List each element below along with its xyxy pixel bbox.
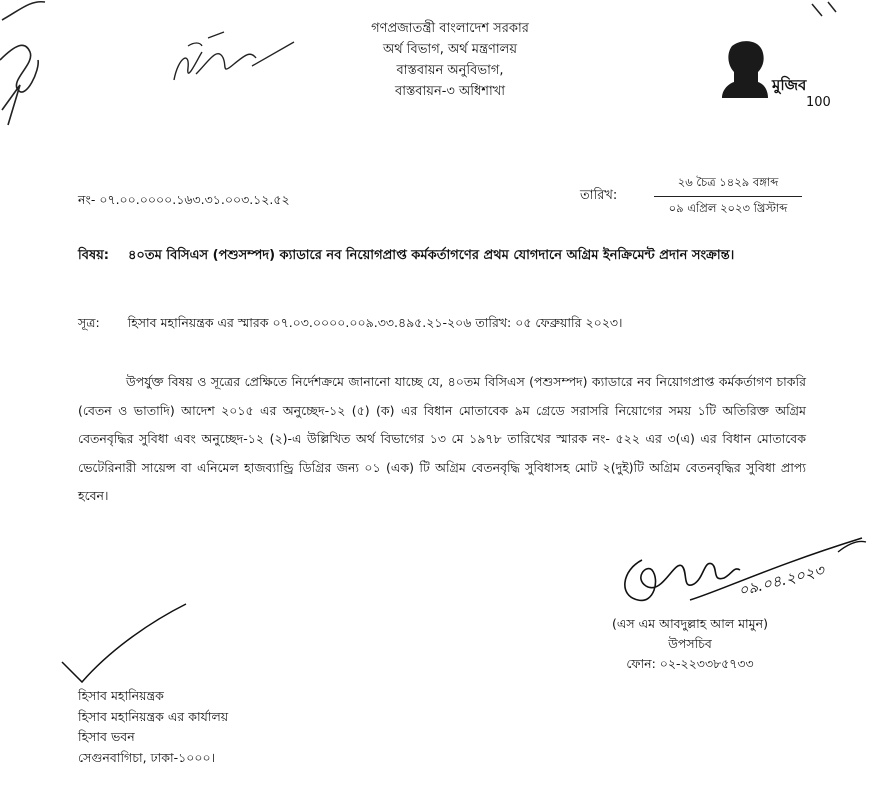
signatory-phone: ফোন: ০২-২২৩৩৮৫৭৩৩ (626, 656, 754, 671)
corner-mark (808, 0, 877, 20)
source-text: হিসাব মহানিয়ন্ত্রক এর স্মারক ০৭.০৩.০০০০.০০৯.৩৩.৪৯৫.২১-২০৬ তারিখ: ০৫ ফেব্রুয়ারি ২০২৩। (127, 315, 623, 330)
date-gregorian: ০৯ এপ্রিল ২০২৩ খ্রিস্টাব্দ (668, 201, 788, 215)
recipient-line-2: হিসাব মহানিয়ন্ত্রক এর কার্যালয় (78, 708, 229, 724)
signatory-designation: উপসচিব (668, 636, 712, 651)
letter-body (78, 368, 806, 511)
recipient-address (78, 686, 228, 768)
subject-block (78, 244, 813, 268)
source-block (78, 315, 622, 335)
svg-text:০৯.০৪.২০২৩: ০৯.০৪.২০২৩ (736, 561, 826, 600)
recipient-line-1: হিসাব মহানিয়ন্ত্রক (78, 688, 164, 703)
body-paragraph: উপর্যুক্ত বিষয় ও সূত্রের প্রেক্ষিতে নির্দেশক্রমে জানানো যাচ্ছে যে, ৪০তম বিসিএস (পশুসম্পদ) ক্যাডারে নব নিয়োগপ্রাপ্ত কর্মকর্তাগণ চাকরি (বেতন ও ভাতাদি) আদেশ ২০১৫ এর অনুচ্ছেদ-১২ (৫) (ক) এর বিধান মোতাবেক ৯ম গ্রেডে সরাসরি নিয়োগের সময় ১টি অতিরিক্ত অগ্রিম বেতনবৃদ্ধির সুবিধা এবং অনুচ্ছেদ-১২ (২)-এ উল্লিখিত অর্থ বিভাগের ১৩ মে ১৯৭৮ তারিখের স্মারক নং- ৫২২ এর ৩(এ) এর বিধান মোতাবেক ভেটেরিনারী সায়েন্স বা এনিমেল হাজব্যান্ড্রি ডিগ্রির জন্য ০১ (এক) টি অগ্রিম বেতনবৃদ্ধি সুবিধাসহ মোট ২(দুই)টি অগ্রিম বেতনবৃদ্ধির সুবিধা প্রাপ্য হবেন। (78, 374, 806, 503)
subject-label: বিষয়: (78, 248, 109, 263)
date-block (654, 174, 802, 219)
margin-scribble (0, 0, 80, 130)
subject-text: ৪০তম বিসিএস (পশুসম্পদ) ক্যাডারে নব নিয়োগপ্রাপ্ত কর্মকর্তাগণের প্রথম যোগদানে অগ্রিম ইনক্রিমেন্ট প্রদান সংক্রান্ত। (128, 248, 735, 263)
header-division: অর্থ বিভাগ, অর্থ মন্ত্রণালয় (382, 42, 518, 57)
date-bengali: ২৬ চৈত্র ১৪২৯ বঙ্গাব্দ (677, 175, 779, 189)
mujib-borsho-logo (718, 38, 831, 110)
date-divider (654, 196, 802, 197)
source-label: সূত্র: (78, 315, 100, 330)
signatory-name: (এস এম আবদুল্লাহ আল মামুন) (612, 616, 768, 631)
svg-text:মুজিব: মুজিব (772, 76, 807, 94)
recipient-line-4: সেগুনবাগিচা, ঢাকা-১০০০। (78, 749, 216, 765)
header-branch: বাস্তবায়ন-৩ অধিশাখা (394, 84, 506, 99)
header-wing: বাস্তবায়ন অনুবিভাগ, (396, 63, 504, 78)
initials-scribble (168, 28, 298, 98)
memo-number: নং- ০৭.০০.০০০০.১৬৩.৩১.০০৩.১২.৫২ (78, 192, 290, 207)
header-government: গণপ্রজাতন্ত্রী বাংলাদেশ সরকার (371, 21, 529, 36)
letterhead (300, 18, 600, 102)
recipient-line-3: হিসাব ভবন (78, 729, 135, 744)
handwritten-signature (612, 530, 874, 614)
signatory-block (590, 614, 790, 674)
check-mark (60, 600, 190, 685)
svg-text:100: 100 (806, 95, 831, 110)
date-label: তারিখ: (580, 188, 618, 203)
